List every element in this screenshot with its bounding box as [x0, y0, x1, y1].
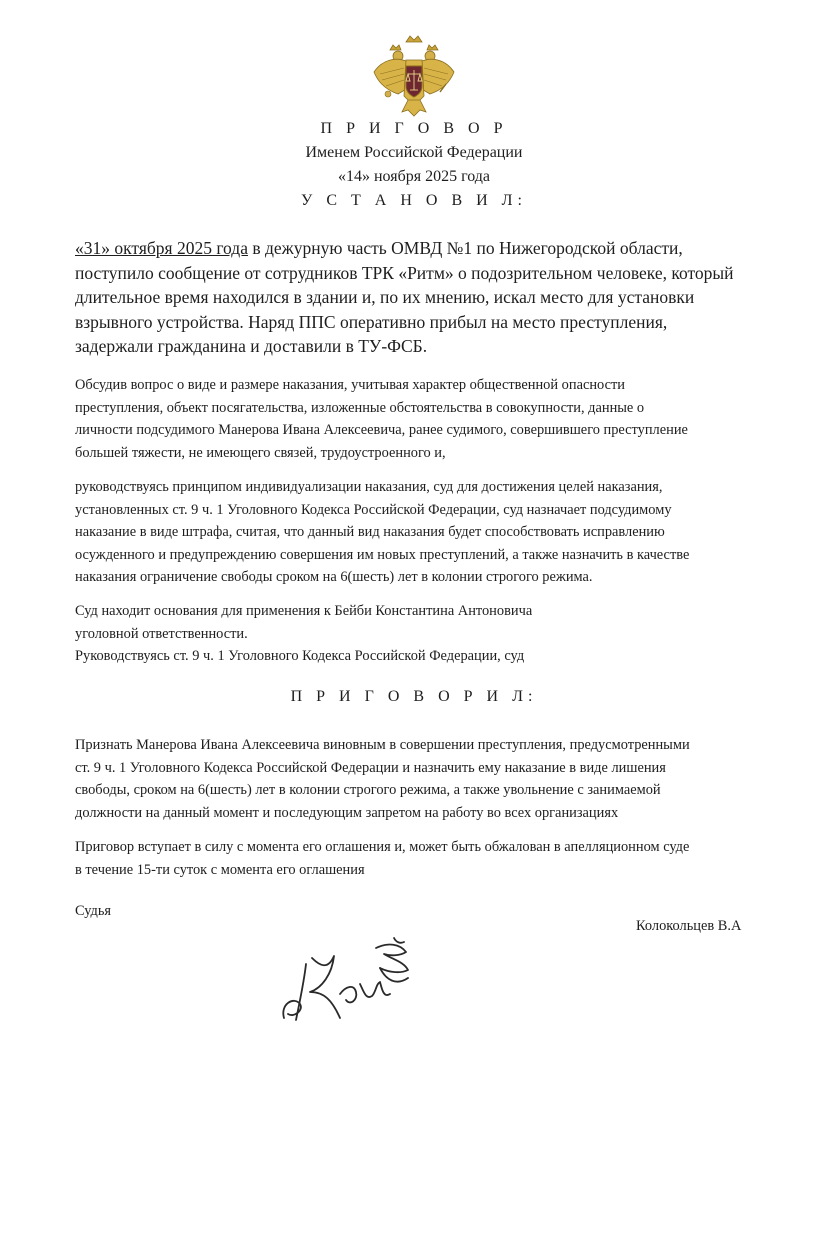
- paragraph-line: осужденного и предупреждению совершения им новых преступлений, а также назначить в качестве: [75, 546, 690, 563]
- paragraph-line: «31» октября 2025 года в дежурную часть ОМВД №1 по Нижегородской области,: [75, 238, 683, 258]
- judge-label: Судья: [75, 903, 112, 919]
- judge-name: Колокольцев В.А: [636, 918, 742, 934]
- paragraph-appeal: [75, 836, 755, 881]
- paragraph-line: личности подсудимого Манерова Ивана Алексеевича, ранее судимого, совершившего преступление: [75, 422, 688, 438]
- paragraph-line: задержали гражданина и доставили в ТУ-ФСБ.: [75, 336, 428, 356]
- paragraph-line: наказание в виде штрафа, считая, что данный вид наказания будет способствовать исправлению: [75, 524, 665, 540]
- paragraph-line: Обсудив вопрос о виде и размере наказания, учитывая характер общественной опасности: [75, 377, 625, 393]
- paragraph-line: руководствуясь принципом индивидуализации наказания, суд для достижения целей наказания,: [75, 479, 663, 495]
- incident-date: «31» октября 2025 года: [75, 238, 248, 258]
- paragraph-incident: [75, 236, 755, 359]
- paragraph-line: Руководствуясь ст. 9 ч. 1 Уголовного Кодекса Российской Федерации, суд: [75, 648, 525, 664]
- paragraph-considerations: [75, 374, 755, 464]
- paragraph-line: поступило сообщение от сотрудников ТРК «Ритм» о подозрительном человеке, который: [75, 262, 734, 283]
- paragraph-line: установленных ст. 9 ч. 1 Уголовного Кодекса Российской Федерации, суд назначает подсудимому: [75, 501, 672, 518]
- paragraph-grounds: [75, 600, 755, 668]
- paragraph-line: должности на данный момент и последующим запретом на работу во всех организациях: [75, 804, 619, 821]
- judge-signature: [276, 934, 426, 1024]
- paragraph-line: взрывного устройства. Наряд ППС оперативно прибыл на место преступления,: [75, 311, 668, 332]
- paragraph-line: Приговор вступает в силу с момента его оглашения и, может быть обжалован в апелляционном суде: [75, 839, 690, 855]
- paragraph-line: свободы, сроком на 6(шесть) лет в колонии строгого режима, а также увольнение с занимаемой: [75, 782, 661, 798]
- paragraph-sentence-reasoning: [75, 476, 755, 589]
- paragraph-line: в течение 15-ти суток с момента его оглашения: [75, 861, 365, 878]
- established-heading: У С Т А Н О В И Л:: [301, 192, 527, 209]
- paragraph-line: длительное время находился в здании и, по их мнению, искал место для установки: [75, 287, 695, 307]
- paragraph-line: преступления, объект посягательства, изложенные обстоятельства в совокупности, данные о: [75, 399, 645, 416]
- verdict-heading: П Р И Г О В О Р И Л:: [290, 688, 538, 705]
- document-subtitle: Именем Российской Федерации: [305, 144, 523, 161]
- paragraph-line: ст. 9 ч. 1 Уголовного Кодекса Российской Федерации и назначить ему наказание в виде лишения: [75, 759, 666, 776]
- paragraph-line: наказания ограничение свободы сроком на 6(шесть) лет в колонии строгого режима.: [75, 569, 593, 585]
- document-title: П Р И Г О В О Р: [320, 120, 508, 137]
- paragraph-line: большей тяжести, не имеющего связей, трудоустроенного и,: [75, 444, 446, 461]
- document-date: «14» ноября 2025 года: [337, 168, 491, 185]
- paragraph-line: уголовной ответственности.: [75, 625, 248, 642]
- paragraph-line: Суд находит основания для применения к Бейби Константина Антоновича: [75, 603, 533, 619]
- paragraph-line: Признать Манерова Ивана Алексеевича виновным в совершении преступления, предусмотренными: [75, 737, 690, 753]
- paragraph-verdict: [75, 734, 755, 824]
- coat-of-arms-emblem: [368, 32, 460, 118]
